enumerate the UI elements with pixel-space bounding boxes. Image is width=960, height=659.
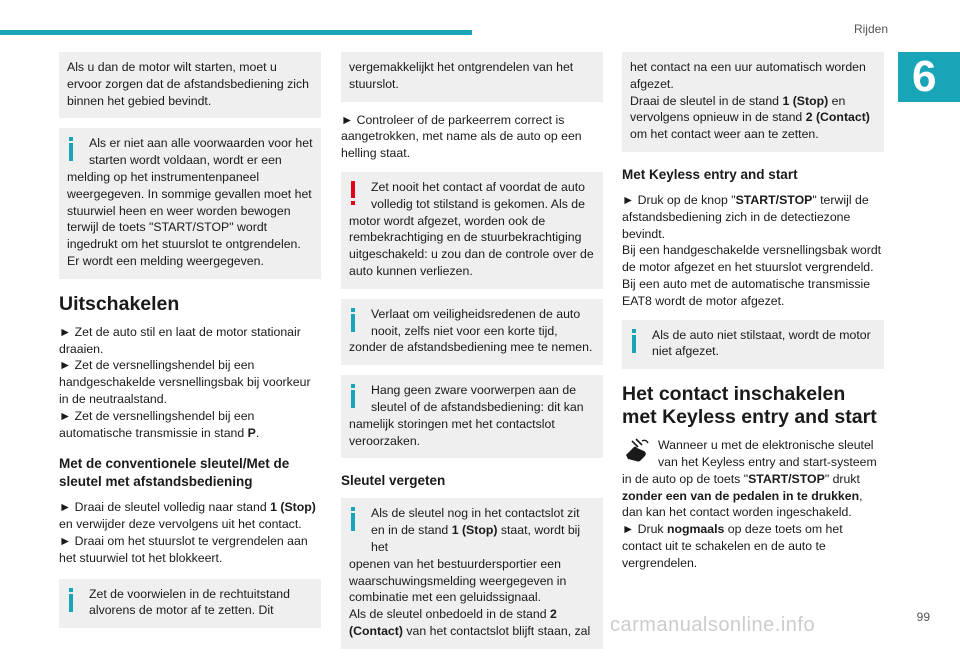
info-text: Zet de voorwielen in de rechtuitstand	[89, 586, 290, 601]
step-text: ► Druk nogmaals op deze toets om het contact uit te schakelen en de auto te vergrendelen.	[622, 522, 843, 570]
note-text: het contact na een uur automatisch worden afgezet.	[630, 60, 866, 91]
note-box	[622, 52, 884, 152]
info-icon	[349, 507, 357, 531]
page-number: 99	[916, 610, 930, 624]
info-box	[59, 128, 321, 278]
step-text: ► Zet de auto stil en laat de motor stationair draaien.	[59, 324, 301, 356]
note-box	[341, 52, 603, 102]
step-text: Bij een auto met de automatische transmissie EAT8 wordt de motor afgezet.	[622, 276, 871, 308]
step-text: Bij een handgeschakelde versnellingsbak wordt de motor afgezet en het stuurslot vergrendeld.	[622, 243, 882, 275]
heading-conventionele-sleutel: Met de conventionele sleutel/Met de sleutel met afstandsbediening	[59, 456, 290, 490]
warning-text: Zet nooit het contact af voordat de auto volledig tot stilstand is gekomen. Als de	[371, 179, 585, 211]
info-box	[341, 375, 603, 458]
info-text: niet afgezet.	[652, 344, 719, 359]
step-text: ► Zet de versnellingshendel bij een automatische transmissie in stand P.	[59, 408, 260, 440]
info-text: melding op het instrumentenpaneel weergegeven. In sommige gevallen moet het stuurwiel heen en weer worden bewogen terwijl de toets "START/STOP" wordt ingedrukt om het stuurslot te ontgrendelen. Er wordt een melding weergegeven.	[67, 169, 312, 268]
keyless-hand-icon	[622, 437, 652, 463]
step-text: Wanneer u met de elektronische sleutel van het Keyless entry and start-systeem in de auto op de toets "START/STOP" drukt zonder een van de pedalen in te drukken, dan kan het contact worden ingeschakeld.	[622, 438, 877, 520]
note-text: Draai de sleutel in de stand 1 (Stop) en vervolgens opnieuw in de stand 2 (Contact) om het contact weer aan te zetten.	[630, 93, 870, 142]
column-1	[59, 52, 321, 638]
info-icon	[349, 384, 357, 408]
info-text: namelijk storingen met het contactslot veroorzaken.	[349, 416, 555, 448]
info-box	[341, 498, 603, 648]
chapter-tab: 6	[898, 52, 960, 102]
info-text: alvorens de motor af te zetten. Dit	[89, 603, 274, 618]
top-accent-bar	[0, 30, 472, 35]
info-box	[622, 320, 884, 370]
info-text: Als er niet aan alle voorwaarden voor het starten wordt voldaan, wordt er een	[89, 136, 313, 168]
step-text: ► Draai om het stuurslot te vergrendelen aan het stuurwiel tot het blokkeert.	[59, 533, 308, 565]
heading-keyless: Met Keyless entry and start	[622, 166, 798, 182]
info-text: Verlaat om veiligheidsredenen de auto nooit, zelfs niet voor een korte tijd,	[371, 306, 581, 338]
info-text: Hang geen zware voorwerpen aan de sleutel of de afstandsbediening: dit kan	[371, 383, 584, 414]
note-box	[59, 52, 321, 118]
heading-sleutel-vergeten: Sleutel vergeten	[341, 473, 446, 489]
note-text: vergemakkelijkt het ontgrendelen van het stuurslot.	[349, 60, 574, 91]
info-text: openen van het bestuurdersportier een waarschuwingsmelding weergegeven in combinatie met een geluidssignaal.	[349, 556, 567, 605]
watermark: carmanualsonline.info	[610, 614, 816, 636]
section-title: Rijden	[853, 22, 888, 36]
info-icon	[67, 588, 75, 612]
note-text: Als u dan de motor wilt starten, moet u ervoor zorgen dat de afstandsbediening zich binnen het gebied bevindt.	[67, 60, 309, 108]
info-text: Als de auto niet stilstaat, wordt de motor	[652, 327, 871, 342]
column-3	[622, 52, 884, 572]
step-text: ► Draai de sleutel volledig naar stand 1 (Stop) en verwijder deze vervolgens uit het contact.	[59, 500, 316, 532]
heading-contact-inschakelen: Het contact inschakelen met Keyless entry and start	[622, 383, 877, 429]
warning-icon	[349, 181, 357, 205]
info-icon	[67, 137, 75, 161]
step-text: ► Zet de versnellingshendel bij een handgeschakelde versnellingsbak bij voorkeur in de neutraalstand.	[59, 358, 311, 406]
info-icon	[630, 329, 638, 353]
info-icon	[349, 308, 357, 332]
info-box	[59, 579, 321, 629]
warning-text: motor wordt afgezet, worden ook de rembekrachtiging en de stuurbekrachtiging uitgeschakeld: u zou dan de controle over de auto kunnen verliezen.	[349, 213, 594, 278]
step-text: ► Druk op de knop "START/STOP" terwijl de afstandsbediening zich in de detectiezone bevindt.	[622, 192, 869, 241]
heading-uitschakelen: Uitschakelen	[59, 292, 180, 315]
column-2	[341, 52, 603, 659]
info-text: zonder de afstandsbediening mee te nemen.	[349, 340, 593, 355]
info-text: Als de sleutel onbedoeld in de stand 2 (Contact) van het contactslot blijft staan, zal	[349, 607, 591, 638]
step-text: ► Controleer of de parkeerrem correct is aangetrokken, met name als de auto op een helling staat.	[341, 112, 582, 161]
warning-box	[341, 172, 603, 289]
info-text: Als de sleutel nog in het contactslot zit en in de stand 1 (Stop) staat, wordt bij het	[371, 506, 581, 554]
info-box	[341, 299, 603, 365]
